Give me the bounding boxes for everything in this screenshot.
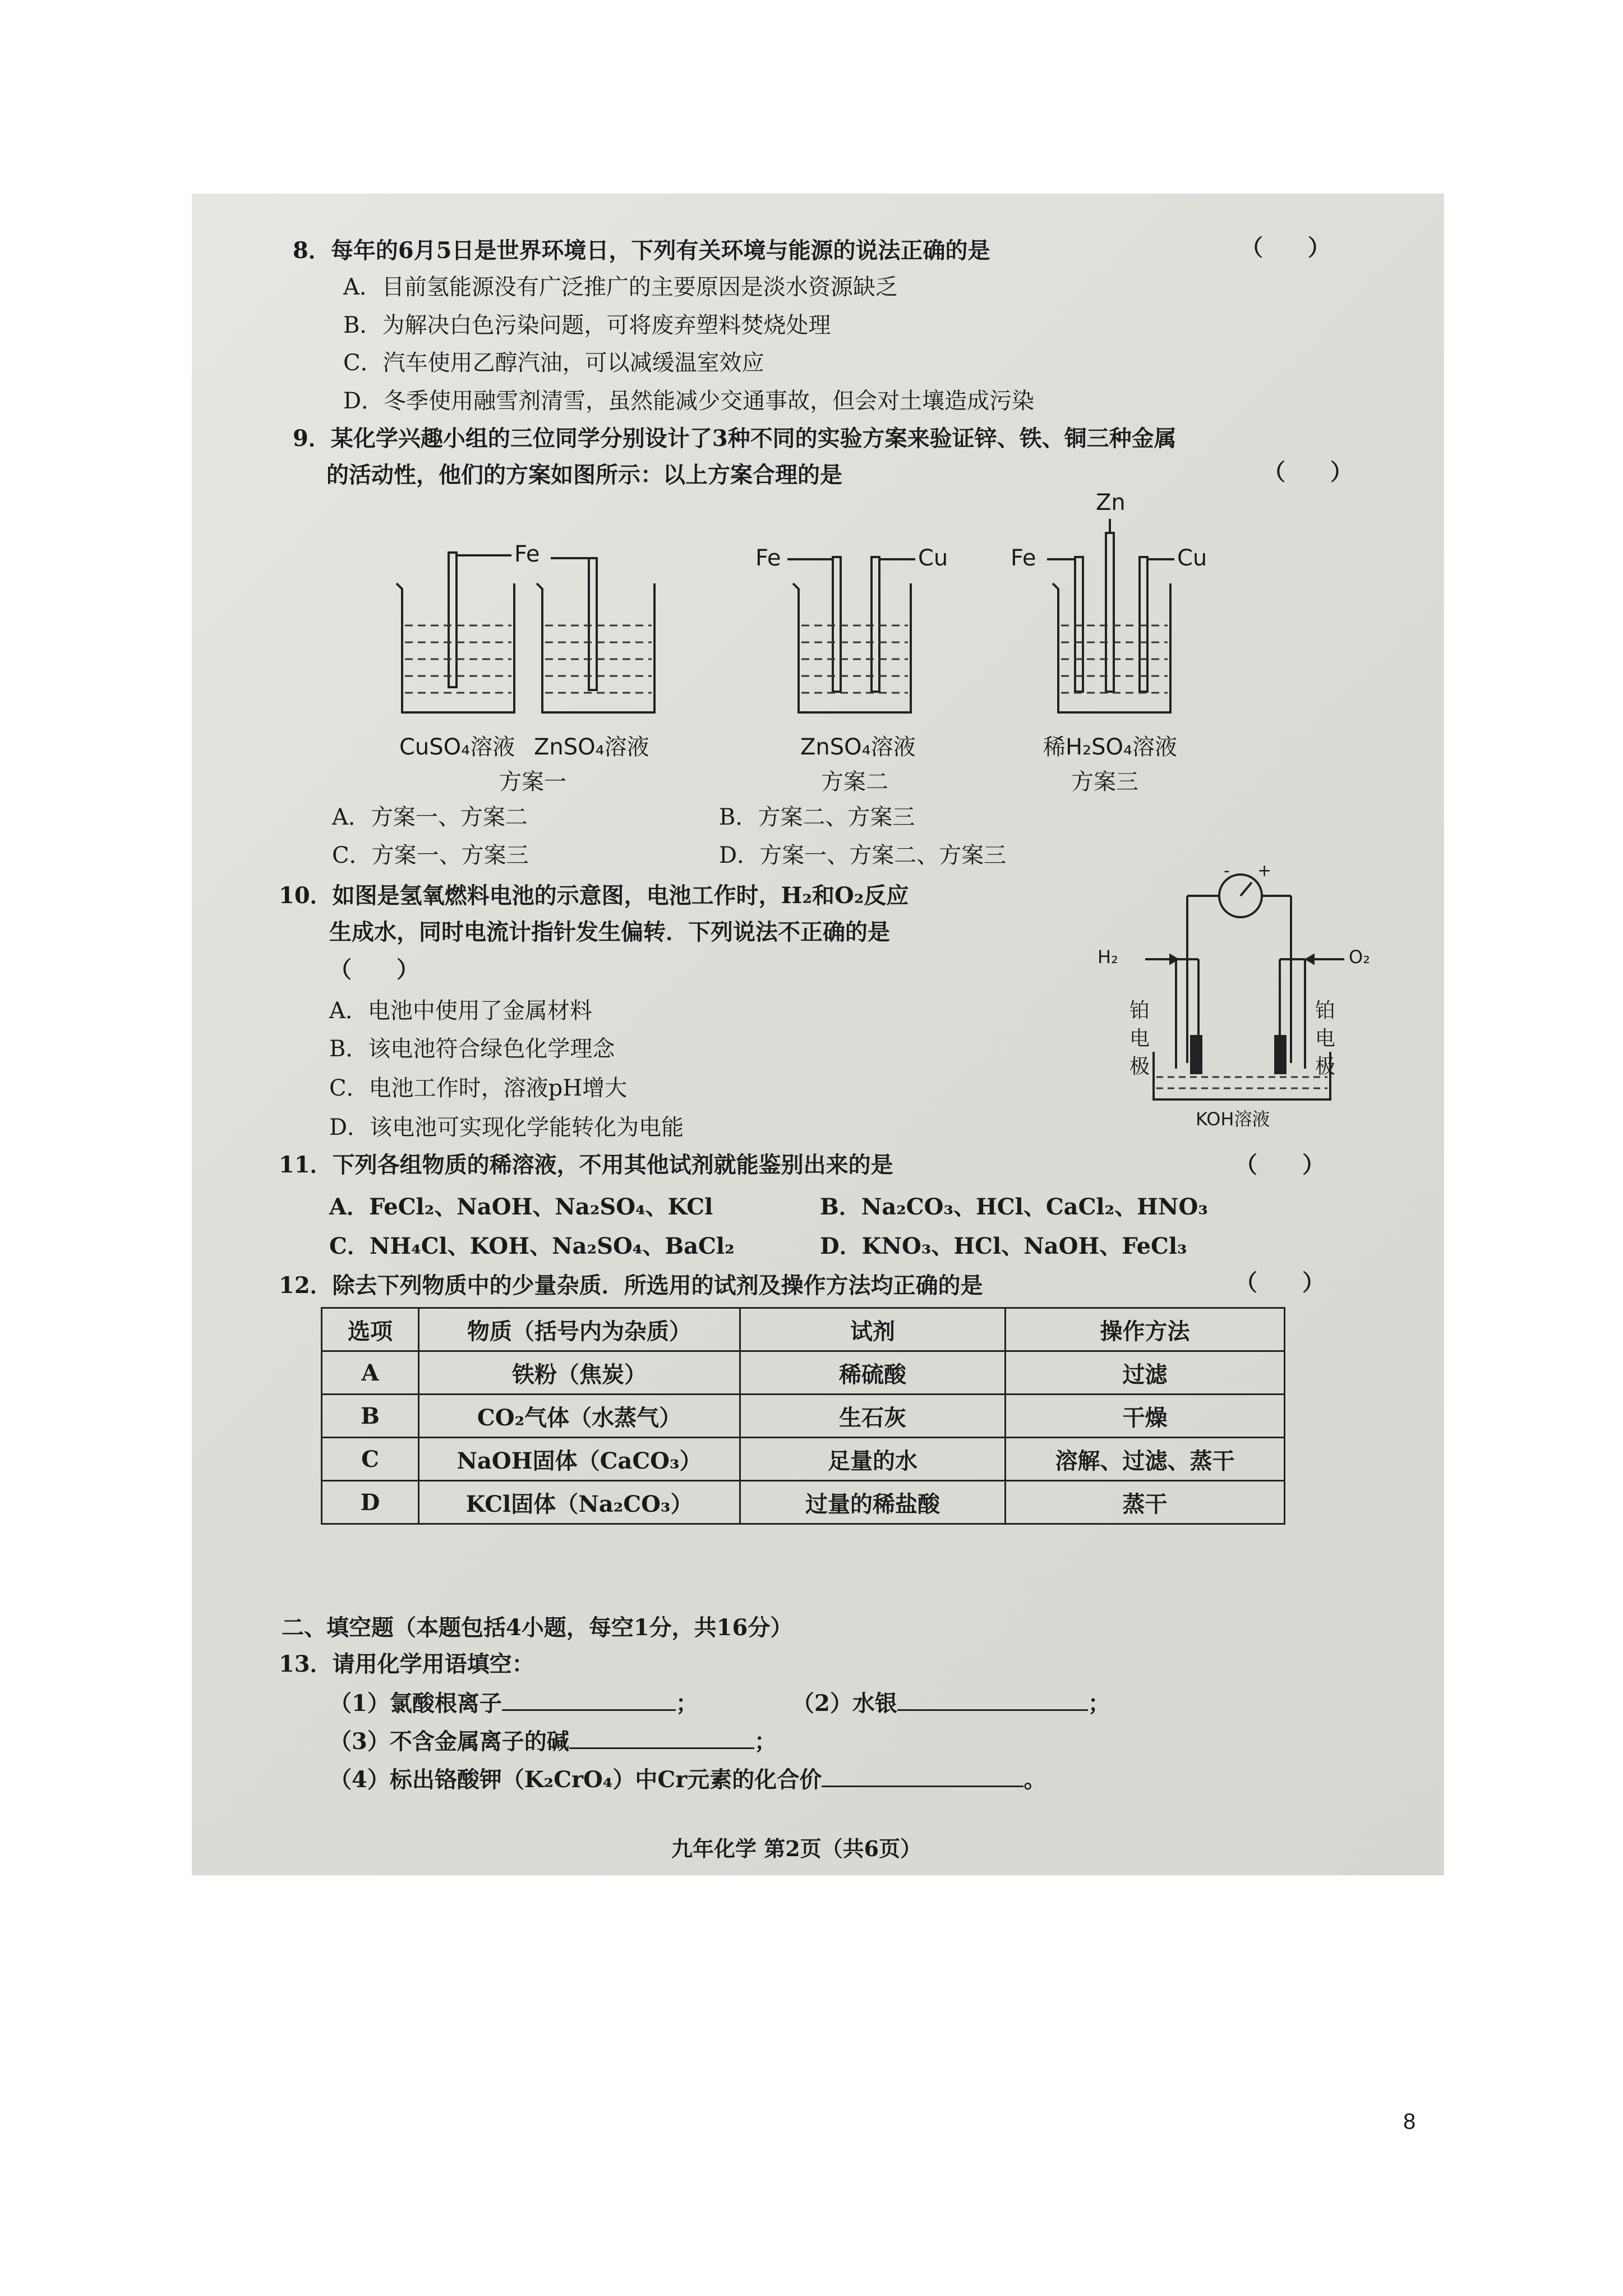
fe-strip-4 — [1075, 557, 1083, 692]
cell-reagent: 生石灰 — [740, 1395, 1006, 1438]
header-substance: 物质（括号内为杂质） — [419, 1308, 740, 1351]
label-plan-3: 方案三 — [1071, 769, 1138, 795]
q13-part-2-semicolon: ； — [1087, 1690, 1110, 1717]
page-number: 8 — [1403, 2109, 1416, 2134]
cell-method: 过滤 — [1006, 1351, 1285, 1395]
q10-option-d: D．该电池可实现化学能转化为电能 — [329, 1115, 684, 1140]
q8-answer-paren: （ ） — [1241, 234, 1330, 261]
cell-substance: 铁粉（焦炭） — [419, 1351, 740, 1395]
label-fe-3: Fe — [755, 545, 781, 571]
q11-option-c: C．NH₄Cl、KOH、Na₂SO₄、BaCl₂ — [329, 1233, 735, 1259]
label-zn-4: Zn — [1096, 490, 1126, 516]
table-row — [322, 1395, 1285, 1438]
q9-option-d: D．方案一、方案二、方案三 — [719, 843, 1007, 868]
cell-option: A — [322, 1351, 419, 1395]
label-plan-1: 方案一 — [499, 769, 566, 795]
table-header-row — [322, 1308, 1285, 1351]
label-fe-1: Fe — [514, 541, 540, 567]
q13-answer-blank-1[interactable] — [502, 1690, 676, 1711]
section-2-heading: 二、填空题（本题包括4小题，每空1分，共16分） — [282, 1614, 793, 1641]
q10-answer-paren: （ ） — [329, 956, 419, 983]
q10-stem-line2: 生成水，同时电流计指针发生偏转．下列说法不正确的是 — [329, 919, 890, 945]
q13-part-4 — [329, 1762, 1046, 1794]
q13-part-4-period: 。 — [1023, 1766, 1046, 1793]
q13-part-1 — [329, 1686, 698, 1718]
cu-strip-4 — [1140, 557, 1147, 692]
galvanometer-minus: - — [1224, 861, 1230, 881]
label-znso4-solution-2: ZnSO₄溶液 — [800, 734, 916, 760]
q11-option-a: A．FeCl₂、NaOH、Na₂SO₄、KCl — [329, 1194, 713, 1220]
label-fe-4: Fe — [1011, 545, 1036, 571]
label-plan-2: 方案二 — [821, 769, 888, 795]
label-o2: O₂ — [1349, 946, 1371, 968]
q13-part-2 — [792, 1686, 1110, 1718]
table-row — [322, 1351, 1285, 1395]
cell-option: C — [322, 1438, 419, 1481]
cell-substance: NaOH固体（CaCO₃） — [419, 1438, 740, 1481]
left-electrode — [1190, 1035, 1202, 1074]
q13-part-3 — [329, 1724, 777, 1756]
cell-method: 溶解、过滤、蒸干 — [1006, 1438, 1285, 1481]
q13-part-3-semicolon: ； — [754, 1728, 777, 1755]
q9-option-b: B．方案二、方案三 — [719, 804, 915, 830]
label-cu-4: Cu — [1177, 545, 1207, 571]
cell-reagent: 足量的水 — [740, 1438, 1006, 1481]
header-option: 选项 — [322, 1308, 419, 1351]
page-footer: 九年化学 第2页（共6页） — [671, 1836, 922, 1861]
q12-stem: 12．除去下列物质中的少量杂质．所选用的试剂及操作方法均正确的是 — [279, 1272, 983, 1299]
q13-part-1-semicolon: ； — [675, 1690, 698, 1717]
table-row — [322, 1481, 1285, 1524]
fe-strip-2 — [589, 558, 597, 690]
label-h2: H₂ — [1098, 946, 1118, 968]
q13-stem: 13．请用化学用语填空： — [279, 1651, 534, 1677]
q9-answer-paren: （ ） — [1263, 459, 1353, 485]
q13-part-1-label: （1）氯酸根离子 — [329, 1690, 502, 1717]
q9-option-a: A．方案一、方案二 — [332, 804, 528, 830]
q13-part-2-label: （2）水银 — [792, 1690, 897, 1717]
q9-beaker-figure — [192, 194, 1444, 811]
q11-stem: 11．下列各组物质的稀溶液，不用其他试剂就能鉴别出来的是 — [279, 1152, 893, 1178]
q10-stem-line1: 10．如图是氢氧燃料电池的示意图，电池工作时，H₂和O₂反应 — [279, 882, 909, 909]
header-reagent: 试剂 — [740, 1308, 1006, 1351]
cell-substance: CO₂气体（水蒸气） — [419, 1395, 740, 1438]
label-znso4-solution-1: ZnSO₄溶液 — [534, 734, 649, 760]
fe-strip-1 — [449, 553, 457, 687]
cell-option: D — [322, 1481, 419, 1524]
q9-stem-line2: 的活动性，他们的方案如图所示：以上方案合理的是 — [326, 462, 842, 488]
cell-reagent: 过量的稀盐酸 — [740, 1481, 1006, 1524]
q10-option-a: A．电池中使用了金属材料 — [329, 998, 592, 1024]
fe-strip-3 — [833, 557, 841, 692]
q8-stem: 8．每年的6月5日是世界环境日，下列有关环境与能源的说法正确的是 — [293, 237, 990, 264]
label-koh-solution: KOH溶液 — [1196, 1108, 1270, 1130]
q10-option-c: C．电池工作时，溶液pH增大 — [329, 1075, 628, 1101]
q12-table — [321, 1307, 1285, 1525]
cell-option: B — [322, 1395, 419, 1438]
label-platinum-electrode-right: 铂电极 — [1315, 999, 1336, 1078]
q11-answer-paren: （ ） — [1235, 1152, 1325, 1178]
galvanometer-plus: + — [1257, 861, 1272, 881]
q8-option-c: C．汽车使用乙醇汽油，可以减缓温室效应 — [343, 350, 764, 376]
cell-reagent: 稀硫酸 — [740, 1351, 1006, 1395]
fuel-cell-diagram — [1123, 861, 1347, 1125]
q8-option-b: B．为解决白色污染问题，可将废弃塑料焚烧处理 — [343, 312, 831, 338]
scanned-exam-page — [192, 194, 1444, 1875]
q13-part-3-label: （3）不含金属离子的碱 — [329, 1728, 569, 1755]
q13-part-4-label: （4）标出铬酸钾（K₂CrO₄）中Cr元素的化合价 — [329, 1766, 822, 1793]
cell-container — [1154, 1052, 1330, 1099]
q11-option-d: D．KNO₃、HCl、NaOH、FeCl₃ — [820, 1233, 1187, 1259]
cell-substance: KCl固体（Na₂CO₃） — [419, 1481, 740, 1524]
table-row — [322, 1438, 1285, 1481]
zn-strip-4 — [1106, 533, 1114, 692]
q13-answer-blank-2[interactable] — [897, 1690, 1088, 1711]
cu-strip-3 — [872, 557, 879, 692]
label-platinum-electrode-left: 铂电极 — [1129, 999, 1150, 1078]
q8-option-d: D．冬季使用融雪剂清雪，虽然能减少交通事故，但会对土壤造成污染 — [343, 388, 1035, 414]
q12-answer-paren: （ ） — [1235, 1269, 1325, 1296]
right-electrode — [1274, 1035, 1287, 1074]
q9-option-c: C．方案一、方案三 — [332, 843, 529, 868]
label-cuso4-solution: CuSO₄溶液 — [399, 734, 515, 760]
cell-method: 蒸干 — [1006, 1481, 1285, 1524]
q9-stem-line1: 9．某化学兴趣小组的三位同学分别设计了3种不同的实验方案来验证锌、铁、铜三种金属 — [293, 425, 1177, 452]
q13-answer-blank-3[interactable] — [569, 1728, 754, 1749]
q10-option-b: B．该电池符合绿色化学理念 — [329, 1036, 615, 1062]
label-cu-3: Cu — [918, 545, 948, 571]
q13-answer-blank-4[interactable] — [822, 1766, 1023, 1787]
q11-option-b: B．Na₂CO₃、HCl、CaCl₂、HNO₃ — [820, 1194, 1208, 1220]
label-dilute-h2so4: 稀H₂SO₄溶液 — [1043, 734, 1178, 760]
q8-option-a: A．目前氢能源没有广泛推广的主要原因是淡水资源缺乏 — [343, 274, 898, 300]
header-method: 操作方法 — [1006, 1308, 1285, 1351]
cell-method: 干燥 — [1006, 1395, 1285, 1438]
